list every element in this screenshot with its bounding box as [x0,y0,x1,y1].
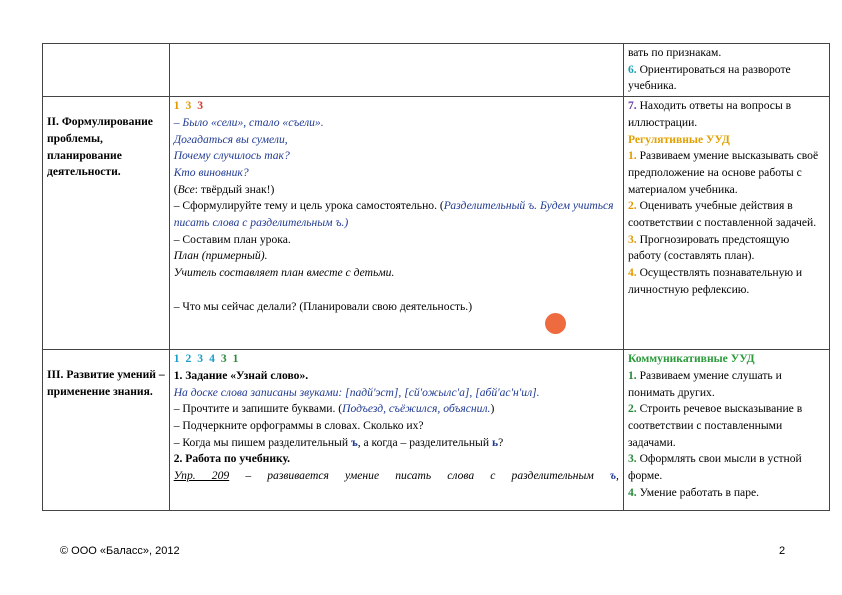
content-cell [169,97,623,350]
instruction-line [174,198,619,231]
poem-line: – Было «сели», стало «съели». [173,115,324,129]
text-fragment: ). [260,249,268,263]
content-cell [169,44,623,97]
code-number: 3 [220,352,227,366]
uud-line [628,265,825,298]
text-fragment: Все [177,182,195,196]
exercise-line [174,468,619,485]
uud-text: Осуществлять познавательную и личностную рефлексию. [627,266,803,296]
uud-heading: Коммуникативные УУД [627,352,755,366]
poem-line: Кто виновник? [173,165,249,179]
uud-text: Строить речевое высказывание в соответствии с поставленными задачами. [627,402,803,449]
poem-line: Догадаться вы сумели, [173,132,288,146]
text-fragment: ) [490,402,495,416]
text-fragment: – Прочтите и запишите буквами. ( [173,402,343,416]
blank-line [174,282,619,299]
uud-text: Умение работать в паре. [639,485,760,499]
marker-dot [545,313,566,334]
code-number: 3 [197,99,204,113]
uud-text: Развиваем умение слушать и понимать других. [627,368,782,399]
instruction-line: – Составим план урока. [173,232,291,246]
uud-line [628,62,825,95]
uud-number: 3. [627,232,637,246]
uud-cell [623,44,829,97]
stage-title [43,97,170,350]
instruction-line [174,401,619,418]
uud-text: Находить ответы на вопросы в иллюстрации. [627,99,792,129]
code-number: 1 [173,99,180,113]
uud-line [628,232,825,265]
uud-line [628,368,825,401]
text-fragment: – Когда мы пишем разделительный [173,435,351,449]
plan-line [174,248,619,265]
answer-line [174,182,619,199]
uud-number: 1. [627,368,637,382]
text-fragment: Подъезд, съёжился, объяснил. [342,402,491,416]
text-fragment: План ( [173,249,206,263]
uud-number: 3. [627,452,637,466]
text-fragment: Разделительный ъ. Будем учиться писать слова с разделительным ъ. [173,199,614,230]
code-numbers [174,351,619,368]
instruction-line: – Что мы сейчас делали? (Планировали свою деятельность.) [173,299,473,313]
task-title: 2. Работа по учебнику. [173,452,291,466]
lesson-table [42,43,830,511]
uud-line [628,401,825,451]
uud-number: 1. [627,149,637,163]
uud-line [628,198,825,231]
uud-text: Ориентироваться на развороте учебника. [627,62,791,93]
uud-number: 2. [627,402,637,416]
uud-text: Прогнозировать предстоящую работу (составлять план). [627,232,790,263]
uud-line [628,148,825,198]
uud-text: Оформлять свои мысли в устной форме. [627,452,802,483]
text-fragment: – развивается умение писать слова с разделительным [229,469,610,483]
instruction-line [174,435,619,452]
text-fragment: ( [173,182,178,196]
uud-line [628,98,825,131]
uud-number: 6. [627,62,637,76]
stage-label: II. Формулирование проблемы, планирование деятельности. [47,115,153,179]
stage-title [43,350,170,511]
text-fragment: ъ [350,435,358,449]
uud-line [628,485,825,502]
text-fragment: – Сформулируйте тему и цель урока самостоятельно. ( [173,199,444,213]
uud-text: Развиваем умение высказывать своё предположение на основе работы с материалом учебника. [627,149,819,196]
code-number: 3 [185,99,192,113]
uud-cell [623,97,829,350]
footer-copyright: © ООО «Баласс», 2012 [60,545,180,557]
code-number: 2 [185,352,192,366]
stage-cell [43,44,170,97]
table-row [43,97,830,350]
code-numbers [174,98,619,115]
task-title: 1. Задание «Узнай слово». [173,368,309,382]
code-number: 1 [232,352,239,366]
uud-cell [623,350,829,511]
text-fragment: , [616,469,619,483]
page-number: 2 [779,545,786,557]
uud-number: 4. [627,266,637,280]
text-fragment: , а когда – разделительный [357,435,492,449]
uud-text: вать по признакам. [627,46,722,59]
stage-label: III. Развитие умений – применение знания. [47,368,165,398]
text-fragment: : твёрдый знак!) [194,182,275,196]
table-row [43,44,830,97]
uud-number: 4. [627,485,637,499]
code-number: 1 [173,352,180,366]
uud-text: Оценивать учебные действия в соответствии с поставленной задачей. [627,199,817,230]
uud-heading: Регулятивные УУД [627,132,730,146]
content-cell [169,350,623,511]
code-number: 4 [209,352,215,366]
text-fragment: ) [344,216,349,230]
poem-line: Почему случилось так? [173,149,290,163]
table-row [43,350,830,511]
uud-number: 2. [627,199,637,213]
text-fragment: ь [491,435,499,449]
task-text: На доске слова записаны звуками: [падй'эст], [сй'ожылс'а], [абй'ас'н'ил]. [173,385,540,399]
teacher-note: Учитель составляет план вместе с детьми. [173,266,395,280]
uud-number: 7. [627,99,637,113]
text-fragment: примерный [205,249,261,263]
uud-line [628,45,825,62]
uud-line [628,451,825,484]
text-fragment: Упр. 209 [173,469,230,483]
instruction-line: – Подчеркните орфограммы в словах. Сколько их? [173,418,424,432]
text-fragment: ъ [609,469,617,483]
code-number: 3 [197,352,204,366]
text-fragment: ? [498,435,504,449]
